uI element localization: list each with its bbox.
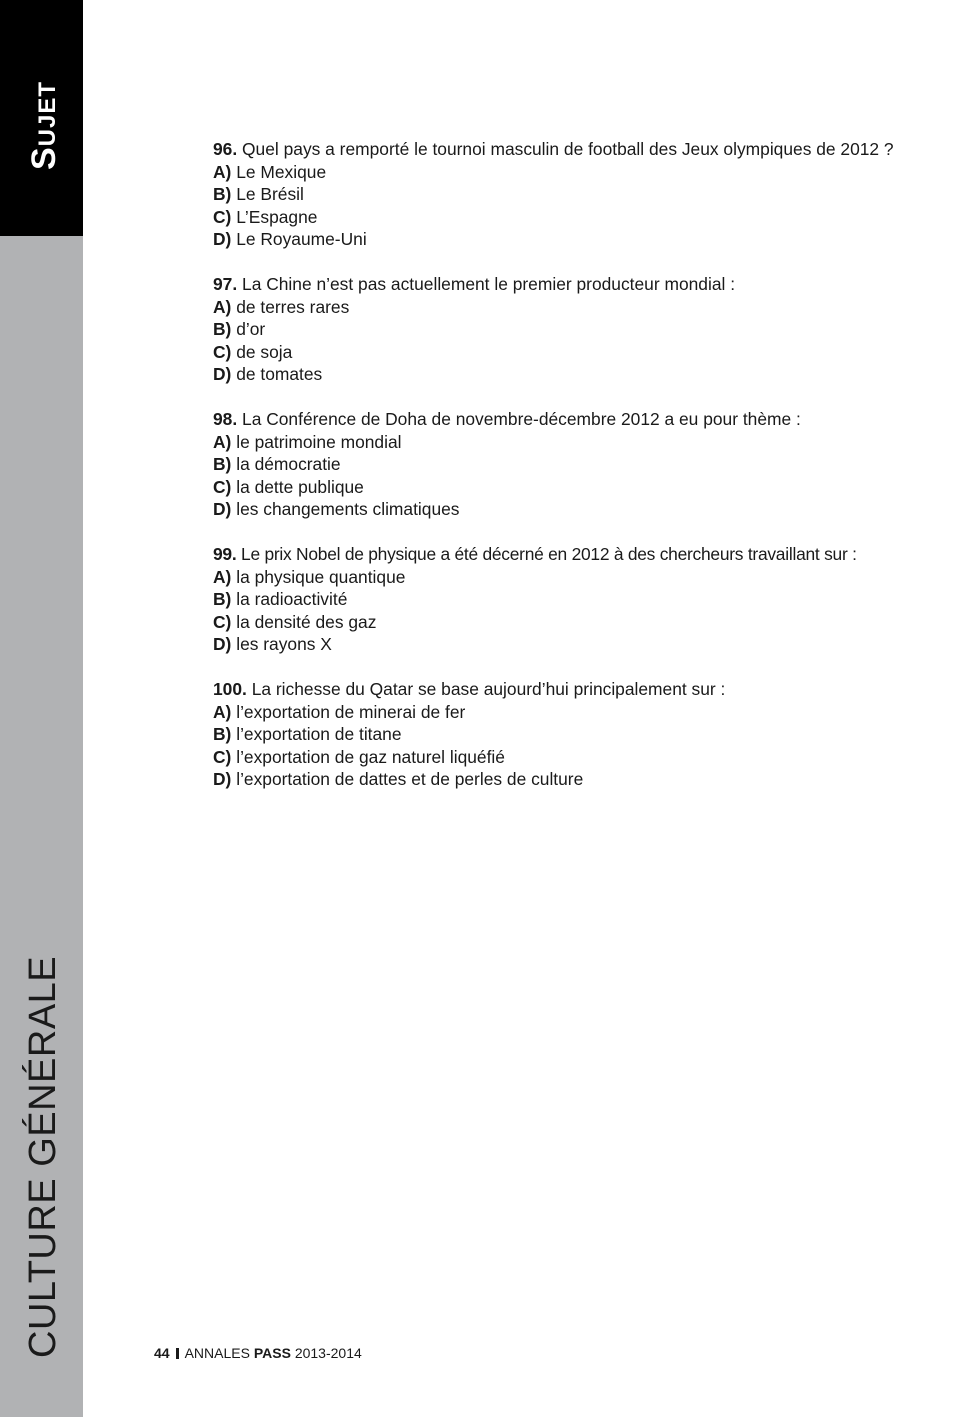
answer-letter: C) bbox=[213, 476, 232, 497]
answer-text: la densité des gaz bbox=[236, 611, 377, 632]
answer-letter: A) bbox=[213, 296, 232, 317]
answer-text: de soja bbox=[236, 341, 293, 362]
question-prompt: Le prix Nobel de physique a été décerné en 2012 à des chercheurs travaillant sur : bbox=[241, 544, 857, 564]
answer-option bbox=[213, 588, 903, 611]
answer-letter: A) bbox=[213, 701, 232, 722]
answer-option bbox=[213, 341, 903, 364]
footer-separator bbox=[176, 1348, 179, 1359]
answer-text: Le Brésil bbox=[236, 184, 304, 204]
answer-text: les rayons X bbox=[236, 634, 332, 654]
answer-letter: D) bbox=[213, 499, 232, 519]
answer-letter: C) bbox=[213, 611, 232, 632]
answer-letter: B) bbox=[213, 724, 232, 744]
question-prompt: La Conférence de Doha de novembre-décembre 2012 a eu pour thème : bbox=[242, 409, 801, 429]
answer-letter: A) bbox=[213, 566, 232, 587]
answer-option bbox=[213, 453, 903, 476]
publication-years: 2013-2014 bbox=[294, 1345, 362, 1361]
question-number: 98. bbox=[213, 409, 238, 429]
answer-letter: B) bbox=[213, 319, 232, 339]
page-number: 44 bbox=[154, 1345, 170, 1361]
sujet-label: Sujet bbox=[25, 80, 63, 170]
publication-name: ANNALES bbox=[184, 1345, 250, 1361]
question-prompt: La richesse du Qatar se base aujourd’hui principalement sur : bbox=[251, 679, 726, 699]
brand-name: PASS bbox=[253, 1345, 291, 1361]
answer-option bbox=[213, 723, 903, 746]
question-text bbox=[213, 678, 903, 701]
answer-text: la radioactivité bbox=[236, 589, 348, 609]
answer-option bbox=[213, 633, 903, 656]
answer-text: la physique quantique bbox=[236, 566, 406, 587]
question-number: 96. bbox=[213, 139, 238, 159]
answer-option bbox=[213, 768, 903, 791]
answer-text: de terres rares bbox=[236, 296, 350, 317]
question-prompt: La Chine n’est pas actuellement le premier producteur mondial : bbox=[242, 274, 736, 294]
answer-letter: C) bbox=[213, 206, 232, 227]
answer-text: la dette publique bbox=[236, 476, 364, 497]
question-text bbox=[213, 273, 903, 296]
answer-text: l’exportation de dattes et de perles de culture bbox=[236, 769, 584, 789]
answer-letter: C) bbox=[213, 341, 232, 362]
answer-text: la démocratie bbox=[236, 454, 341, 474]
answer-option bbox=[213, 161, 903, 184]
question-98 bbox=[213, 408, 903, 521]
answer-letter: D) bbox=[213, 634, 232, 654]
answer-option bbox=[213, 566, 903, 589]
answer-text: L’Espagne bbox=[236, 206, 318, 227]
question-96 bbox=[213, 138, 903, 251]
answer-text: Le Royaume-Uni bbox=[236, 229, 367, 249]
answer-option bbox=[213, 206, 903, 229]
answer-letter: B) bbox=[213, 454, 232, 474]
answer-letter: D) bbox=[213, 229, 232, 249]
answer-text: l’exportation de gaz naturel liquéfié bbox=[236, 746, 505, 767]
answer-text: l’exportation de minerai de fer bbox=[236, 701, 466, 722]
question-number: 97. bbox=[213, 274, 238, 294]
question-number: 100. bbox=[213, 679, 247, 699]
answer-letter: C) bbox=[213, 746, 232, 767]
question-number: 99. bbox=[213, 544, 237, 564]
answer-text: les changements climatiques bbox=[236, 499, 460, 519]
answer-text: Le Mexique bbox=[236, 161, 327, 182]
question-100 bbox=[213, 678, 903, 791]
answer-letter: B) bbox=[213, 184, 232, 204]
question-prompt: Quel pays a remporté le tournoi masculin de football des Jeux olympiques de 2012 ? bbox=[242, 139, 894, 159]
question-text bbox=[213, 138, 903, 161]
answer-option bbox=[213, 611, 903, 634]
answer-text: de tomates bbox=[236, 364, 323, 384]
answer-letter: D) bbox=[213, 769, 232, 789]
answer-letter: A) bbox=[213, 431, 232, 452]
questions-list bbox=[213, 138, 903, 813]
answer-option bbox=[213, 183, 903, 206]
section-label: CULTURE GÉNÉRALE bbox=[22, 955, 64, 1358]
answer-option bbox=[213, 498, 903, 521]
answer-letter: B) bbox=[213, 589, 232, 609]
answer-option bbox=[213, 431, 903, 454]
answer-option bbox=[213, 296, 903, 319]
answer-letter: D) bbox=[213, 364, 232, 384]
question-text bbox=[213, 408, 903, 431]
question-text bbox=[213, 543, 903, 566]
question-97 bbox=[213, 273, 903, 386]
page-footer bbox=[154, 1344, 362, 1362]
answer-text: l’exportation de titane bbox=[236, 724, 402, 744]
question-99 bbox=[213, 543, 903, 656]
answer-letter: A) bbox=[213, 161, 232, 182]
answer-option bbox=[213, 228, 903, 251]
answer-option bbox=[213, 746, 903, 769]
answer-text: d’or bbox=[236, 319, 266, 339]
answer-option bbox=[213, 476, 903, 499]
answer-option bbox=[213, 318, 903, 341]
answer-text: le patrimoine mondial bbox=[236, 431, 402, 452]
answer-option bbox=[213, 363, 903, 386]
answer-option bbox=[213, 701, 903, 724]
